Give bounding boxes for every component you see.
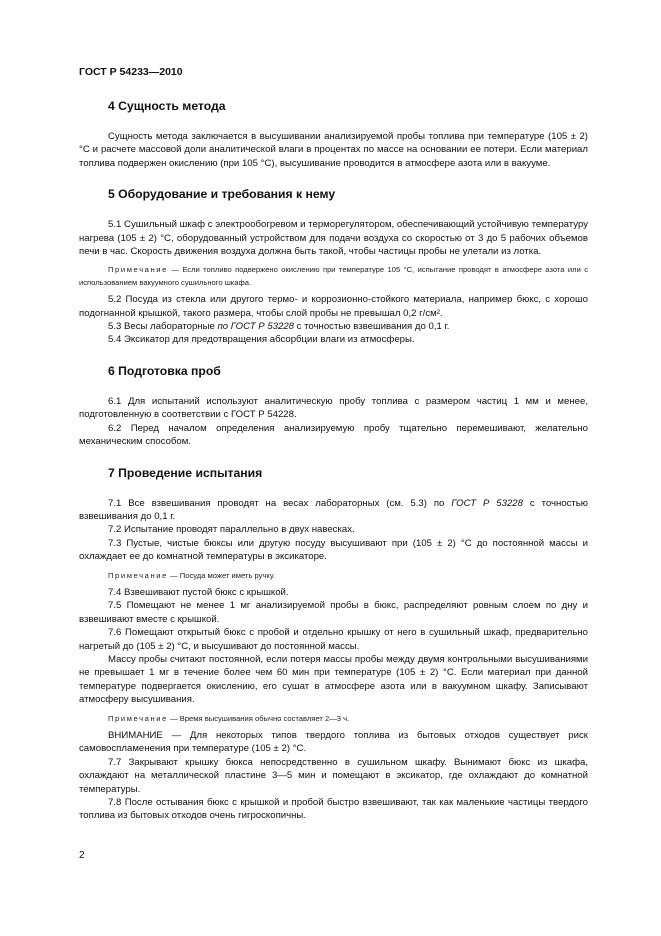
- document-header: ГОСТ Р 54233—2010: [79, 66, 183, 78]
- paragraph-5-2: 5.2 Посуда из стекла или другого термо- и коррозионно-стойкого материала, например бюкс, с хорошо подогнанной крышкой, такого размера, чтобы слой пробы не превышал 0,2 г/см².: [79, 294, 588, 319]
- note-label: Примечание: [108, 570, 168, 580]
- section-6-title: 6 Подготовка проб: [108, 363, 221, 378]
- note-text: — Если топливо подвержено окислению при температуре 105 °C, испытание проводят в атмосфере азота или с использованием вакуумного сушильного шкафа.: [79, 265, 588, 287]
- page-body: [79, 90, 588, 823]
- note-7-3: [79, 570, 588, 582]
- page-number: 2: [79, 850, 85, 861]
- warning-paragraph: ВНИМАНИЕ — Для некоторых типов твердого топлива из бытовых отходов существует риск самовоспламенения при температуре (105 ± 2) °C.: [79, 730, 588, 755]
- paragraph-5-3-end: с точностью взвешивания до 0,1 г.: [294, 321, 450, 333]
- paragraph-7-8: 7.8 После остывания бюкс с крышкой и пробой быстро взвешивают, так как маленькие частицы твердого топлива из бытовых отходов очень гигроскопичны.: [79, 797, 588, 822]
- paragraph-5-3-start: 5.3 Весы лабораторные: [108, 321, 218, 333]
- section-4-paragraph-1: Сущность метода заключается в высушивании анализируемой пробы топлива при температуре (105 ± 2) °C и расчете массовой доли аналитической влаги в процентах по массе на основании ее потери. Если материал топлива подвержен окислению (при 105 °C), высушивание проводится в атмосфере азота или в вакууме.: [79, 131, 588, 169]
- paragraph-5-3: [79, 320, 588, 333]
- paragraph-7-4: 7.4 Взвешивают пустой бюкс с крышкой.: [108, 586, 289, 598]
- section-4-title: 4 Сущность метода: [108, 99, 226, 113]
- paragraph-7-6: 7.6 Помещают открытый бюкс с пробой и отдельно крышку от него в сушильный шкаф, предварительно нагретый до (105 ± 2) °C, и высушивают до постоянной массы.: [79, 627, 588, 652]
- paragraph-7-7: 7.7 Закрывают крышку бюкса непосредственно в сушильном шкафу. Вынимают бюкс из шкафа, охлаждают на металлической пластине 3—5 мин и помещают в эксикатор, где охлаждают до комнатной температуры.: [79, 756, 588, 795]
- note-text: — Время высушивания обычно составляет 2—3 ч.: [167, 713, 350, 723]
- paragraph-5-4: 5.4 Эксикатор для предотвращения абсорбции влаги из атмосферы.: [108, 334, 415, 346]
- paragraph-7-1-end: с точностью взвешивания до 0,1 г.: [79, 497, 588, 522]
- paragraph-6-1: 6.1 Для испытаний используют аналитическую пробу топлива с размером частиц 1 мм и менее, подготовленную в соответствии с ГОСТ Р 54228.: [79, 395, 588, 421]
- paragraph-6-2: 6.2 Перед началом определения анализируемую пробу тщательно перемешивают, желательно механическим способом.: [79, 422, 588, 448]
- note-label: Примечание: [108, 265, 168, 275]
- paragraph-7-3: 7.3 Пустые, чистые бюксы или другую посуду высушивают при (105 ± 2) °C до постоянной массы и охлаждает ее до комнатной температуры в эксикаторе.: [79, 537, 588, 563]
- paragraph-7-2: 7.2 Испытание проводят параллельно в двух навесках.: [108, 524, 355, 536]
- section-5-title: 5 Оборудование и требования к нему: [108, 187, 336, 202]
- note-text: — Посуда может иметь ручку.: [167, 570, 275, 580]
- paragraph-7-5: 7.5 Помещают не менее 1 мг анализируемой пробы в бюкс, распределяют ровным слоем по дну и взвешивают вместе с крышкой.: [79, 600, 588, 625]
- note-5-1: [79, 264, 588, 289]
- note-7-6: [79, 713, 588, 725]
- standard-reference: ГОСТ Р 53228: [451, 497, 523, 509]
- paragraph-7-6-constant-mass: Массу пробы считают постоянной, если потеря массы пробы между двумя контрольными высушиваниями не превышает 1 мг в течение более чем 60 мин при температуре (105 ± 2) °C. Если материал при данной температуре подвергается окислению, его сушат в атмосфере азота или в вакуумном шкафу. Записывают атмосферу высушивания.: [79, 653, 588, 706]
- note-label: Примечание: [108, 713, 168, 723]
- paragraph-7-1: [79, 497, 588, 524]
- paragraph-5-1: 5.1 Сушильный шкаф с электрообогревом и терморегулятором, обеспечивающий устойчивую температуру нагрева (105 ± 2) °C, оборудованный устройством для подачи воздуха со скоростью от 3 до 5 рабочих объемов печи в час. Скорость движения воздуха должна быть такой, чтобы частицы пробы не улетали из лотка.: [79, 219, 588, 258]
- paragraph-7-1-start: 7.1 Все взвешивания проводят на весах лабораторных (см. 5.3) по: [108, 497, 452, 509]
- standard-reference: по ГОСТ Р 53228: [217, 321, 295, 333]
- section-7-title: 7 Проведение испытания: [108, 465, 263, 480]
